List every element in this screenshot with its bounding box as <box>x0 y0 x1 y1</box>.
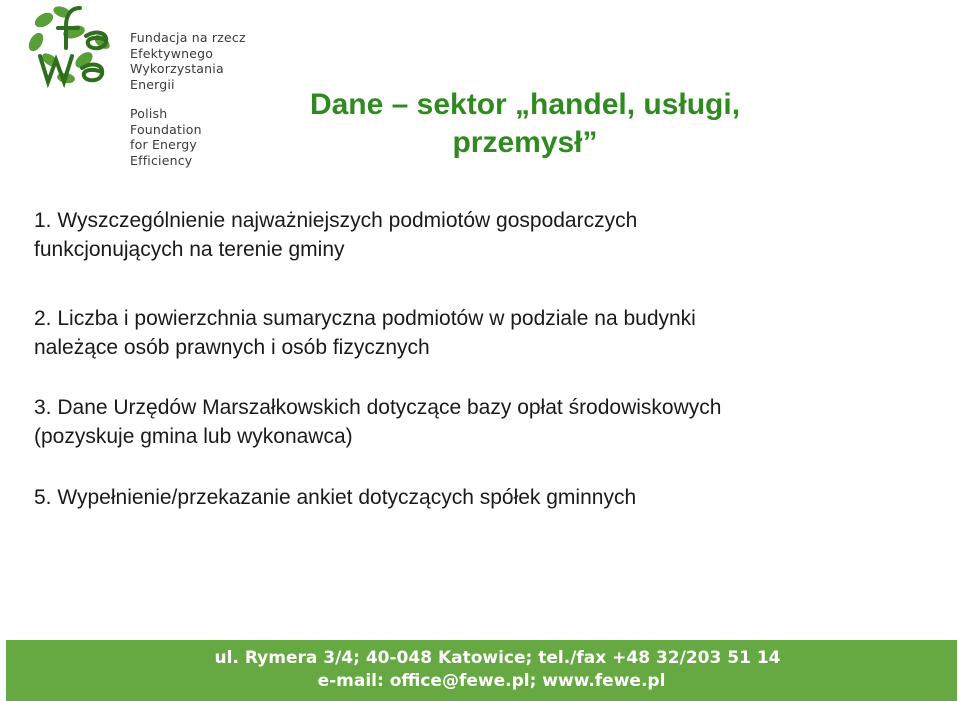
logo-text <box>130 30 246 168</box>
list-item <box>34 304 696 362</box>
list-item-line: 3. Dane Urzędów Marszałkowskich dotyczące bazy opłat środowiskowych <box>34 396 722 419</box>
list-item-line: należące osób prawnych i osób fizycznych <box>34 336 430 359</box>
footer-contact-bar <box>6 640 957 701</box>
logo-name-en-line: for Energy <box>130 137 197 152</box>
logo-name-pl-line: Efektywnego <box>130 45 214 61</box>
slide-title-line-1: Dane – sektor „handel, usługi, <box>309 88 741 121</box>
logo-name-pl-line: Fundacja na rzecz <box>130 30 246 45</box>
logo-name-pl-line: Wykorzystania <box>130 61 224 76</box>
list-item-line: 1. Wyszczególnienie najważniejszych podmiotów gospodarczych <box>34 209 638 232</box>
list-item <box>34 206 637 264</box>
list-item-line: 2. Liczba i powierzchnia sumaryczna podmiotów w podziale na budynki <box>34 307 696 330</box>
list-item-line: (pozyskuje gmina lub wykonawca) <box>34 425 353 448</box>
list-item-line: 5. Wypełnienie/przekazanie ankiet dotyczących spółek gminnych <box>34 486 637 509</box>
logo-name-en-line: Polish <box>130 106 168 121</box>
list-item <box>34 393 721 451</box>
fewe-logo <box>22 2 272 172</box>
logo-spacer <box>130 92 246 106</box>
logo-name-en-line: Foundation <box>130 121 202 137</box>
logo-name-en-line: Efficiency <box>130 152 193 168</box>
logo-name-pl-line: Energii <box>130 76 175 92</box>
footer-address: ul. Rymera 3/4; 40-048 Katowice; tel./fax +48 32/203 51 14 <box>214 648 781 668</box>
list-item-line: funkcjonujących na terenie gminy <box>34 238 345 261</box>
slide-title-line-2: przemysł” <box>452 126 598 159</box>
slide-title <box>280 86 770 162</box>
list-item <box>34 483 636 512</box>
footer-email-web: e-mail: office@fewe.pl; www.fewe.pl <box>317 671 666 691</box>
fewe-logo-icon <box>22 2 122 92</box>
